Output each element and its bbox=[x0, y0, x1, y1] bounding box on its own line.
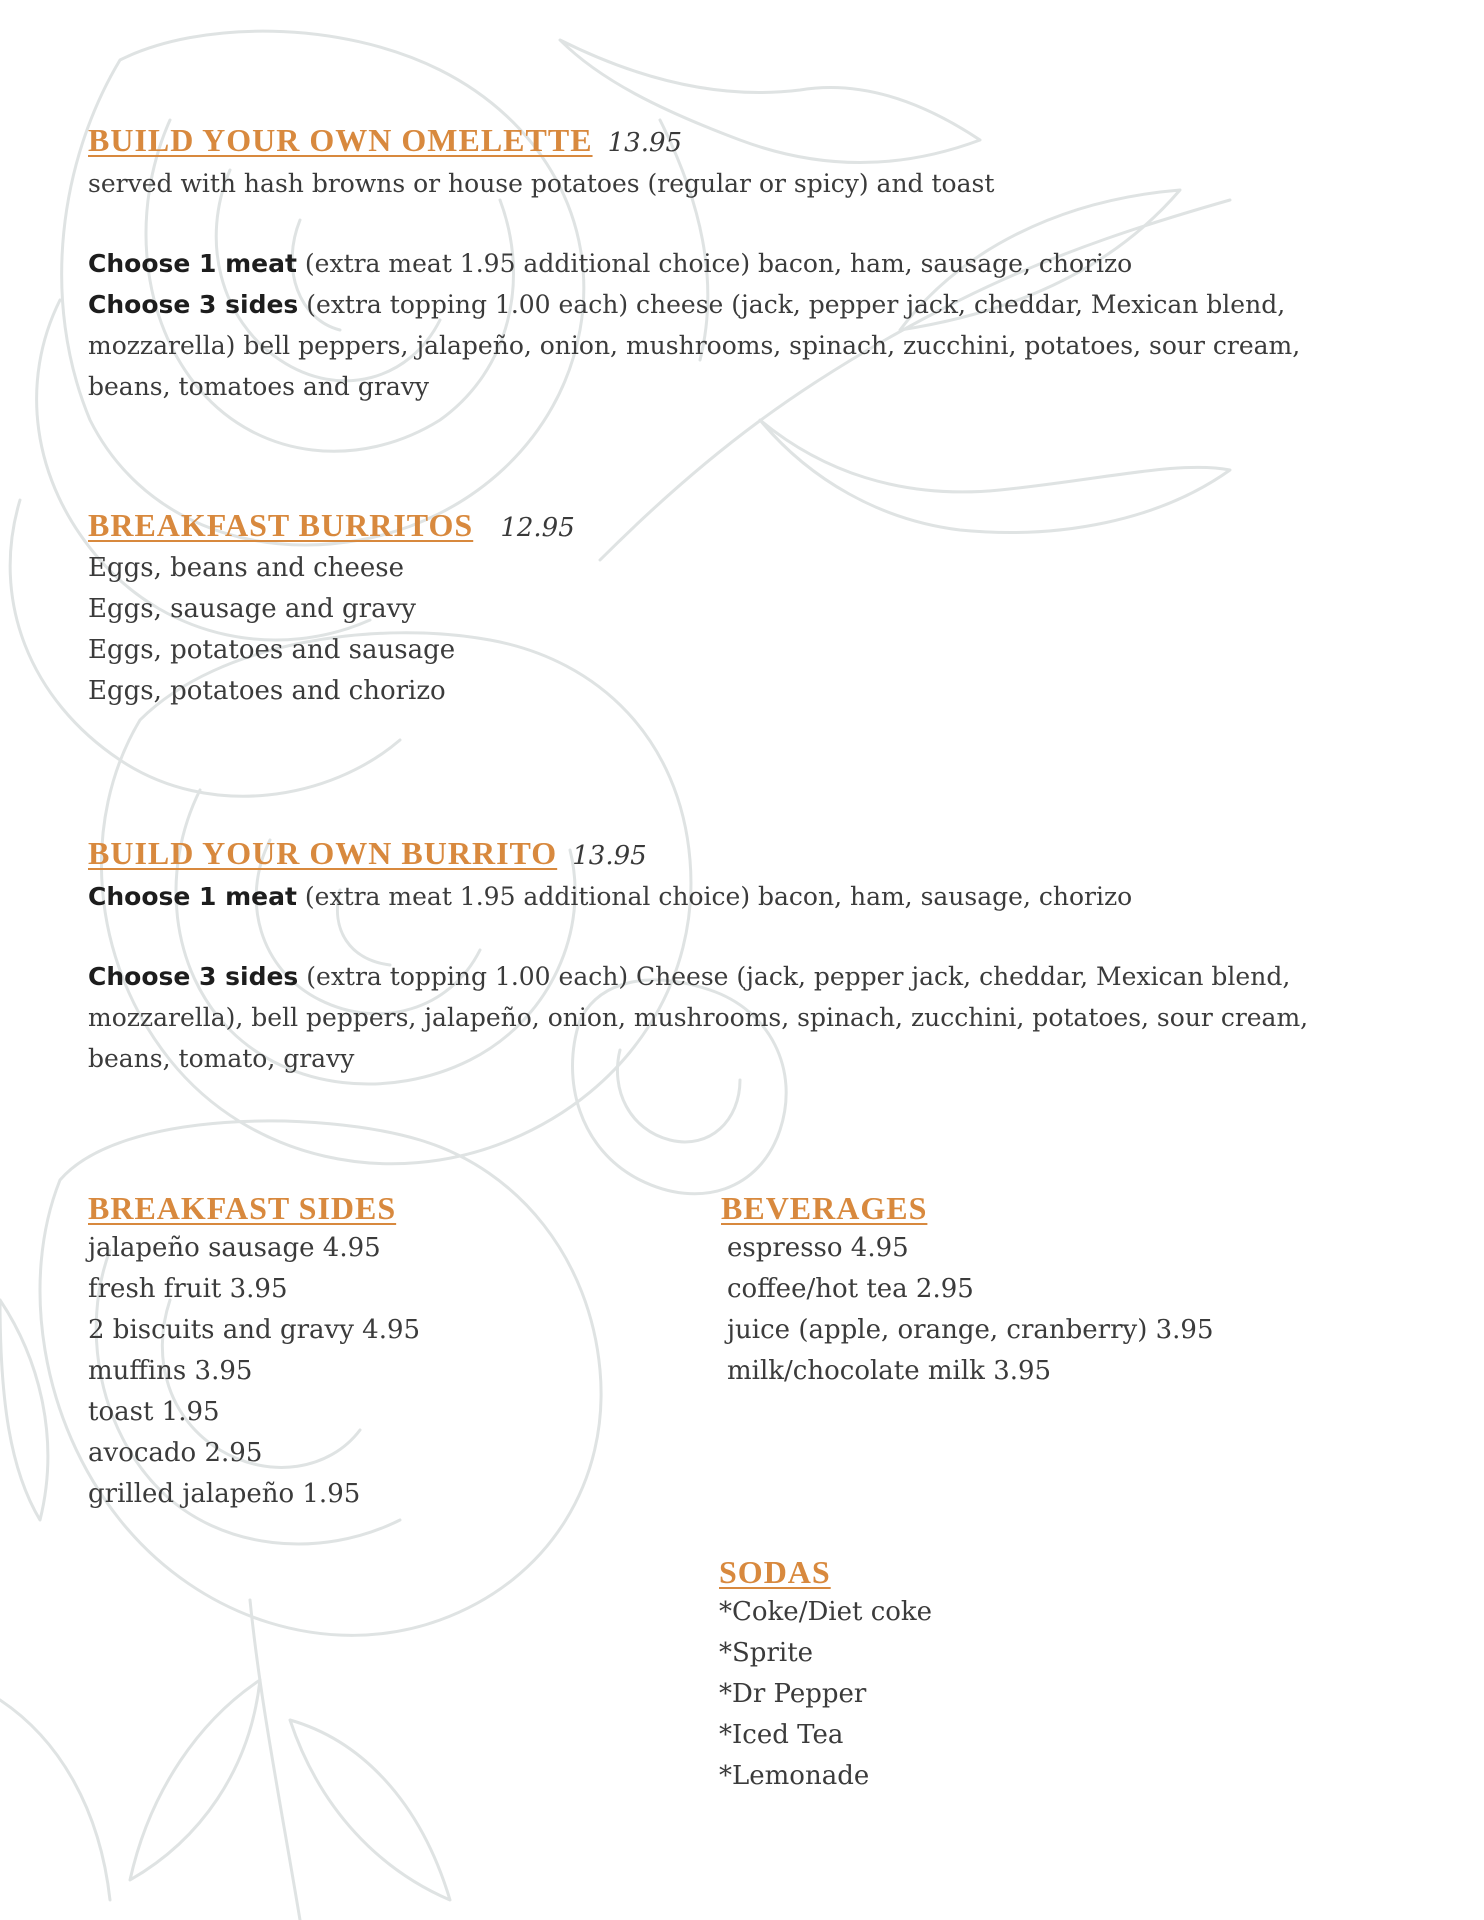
list-item: jalapeño sausage 4.95 bbox=[88, 1233, 381, 1263]
list-item: juice (apple, orange, cranberry) 3.95 bbox=[727, 1315, 1214, 1345]
omelette-sides-label: Choose 3 sides bbox=[88, 290, 299, 319]
burrito-meat-text: (extra meat 1.95 additional choice) bacon, ham, sausage, chorizo bbox=[296, 882, 1133, 911]
list-item: fresh fruit 3.95 bbox=[88, 1274, 288, 1304]
list-item: 2 biscuits and gravy 4.95 bbox=[88, 1315, 421, 1345]
breakfast-sides-title: BREAKFAST SIDES bbox=[88, 1190, 397, 1226]
omelette-header bbox=[88, 120, 1408, 163]
breakfast-burritos-price: 12.95 bbox=[500, 513, 575, 543]
breakfast-sides-list bbox=[88, 1228, 668, 1515]
list-item: toast 1.95 bbox=[88, 1397, 220, 1427]
burrito-header bbox=[88, 833, 1388, 876]
sodas-header bbox=[719, 1552, 1319, 1592]
burrito-section bbox=[88, 833, 1388, 1079]
list-item: espresso 4.95 bbox=[727, 1233, 909, 1263]
list-item: Eggs, beans and cheese bbox=[88, 553, 404, 583]
list-item: Eggs, potatoes and chorizo bbox=[88, 676, 446, 706]
burrito-sides-label: Choose 3 sides bbox=[88, 962, 299, 991]
sodas-section bbox=[719, 1552, 1319, 1797]
omelette-sides-text: (extra topping 1.00 each) cheese (jack, pepper jack, cheddar, Mexican blend, mozzarella) bell peppers, jalapeño, onion, mushrooms, spinach, zucchini, potatoes, sour cream, beans, tomatoes and gravy bbox=[88, 290, 1301, 401]
list-item: Eggs, sausage and gravy bbox=[88, 594, 416, 624]
list-item: *Coke/Diet coke bbox=[719, 1597, 933, 1627]
sodas-list bbox=[719, 1592, 1319, 1797]
list-item: *Dr Pepper bbox=[719, 1679, 867, 1709]
burrito-price: 13.95 bbox=[572, 841, 647, 871]
list-item: *Iced Tea bbox=[719, 1720, 844, 1750]
breakfast-sides-section bbox=[88, 1188, 668, 1515]
list-item: muffins 3.95 bbox=[88, 1356, 253, 1386]
breakfast-burritos-title: BREAKFAST BURRITOS bbox=[88, 507, 474, 543]
list-item: avocado 2.95 bbox=[88, 1438, 263, 1468]
omelette-sides-paragraph bbox=[88, 284, 1378, 407]
breakfast-burritos-header bbox=[88, 505, 788, 548]
list-item: *Sprite bbox=[719, 1638, 814, 1668]
beverages-title: BEVERAGES bbox=[721, 1190, 928, 1226]
burrito-sides-paragraph bbox=[88, 956, 1318, 1079]
omelette-price: 13.95 bbox=[607, 128, 683, 158]
breakfast-burritos-list bbox=[88, 548, 788, 712]
omelette-served-with: served with hash browns or house potatoes (regular or spicy) and toast bbox=[88, 169, 995, 198]
list-item: Eggs, potatoes and sausage bbox=[88, 635, 456, 665]
omelette-section bbox=[88, 120, 1408, 407]
list-item: coffee/hot tea 2.95 bbox=[727, 1274, 974, 1304]
burrito-title: BUILD YOUR OWN BURRITO bbox=[88, 835, 558, 871]
burrito-meat-label: Choose 1 meat bbox=[88, 882, 297, 911]
breakfast-burritos-section bbox=[88, 505, 788, 712]
sodas-title: SODAS bbox=[719, 1554, 831, 1590]
omelette-meat-line bbox=[88, 243, 1408, 284]
breakfast-sides-header bbox=[88, 1188, 668, 1228]
list-item: grilled jalapeño 1.95 bbox=[88, 1479, 361, 1509]
list-item: *Lemonade bbox=[719, 1761, 870, 1791]
omelette-meat-label: Choose 1 meat bbox=[88, 249, 297, 278]
list-item: milk/chocolate milk 3.95 bbox=[727, 1356, 1052, 1386]
beverages-header bbox=[721, 1188, 1421, 1228]
burrito-meat-line bbox=[88, 876, 1388, 917]
beverages-section bbox=[721, 1188, 1421, 1392]
omelette-title: BUILD YOUR OWN OMELETTE bbox=[88, 122, 593, 158]
beverages-list bbox=[721, 1228, 1421, 1392]
burrito-sides-text: (extra topping 1.00 each) Cheese (jack, pepper jack, cheddar, Mexican blend, mozzarella), bell peppers, jalapeño, onion, mushrooms, spinach, zucchini, potatoes, sour cream, beans, tomato, gravy bbox=[88, 962, 1309, 1073]
omelette-meat-text: (extra meat 1.95 additional choice) bacon, ham, sausage, chorizo bbox=[296, 249, 1133, 278]
